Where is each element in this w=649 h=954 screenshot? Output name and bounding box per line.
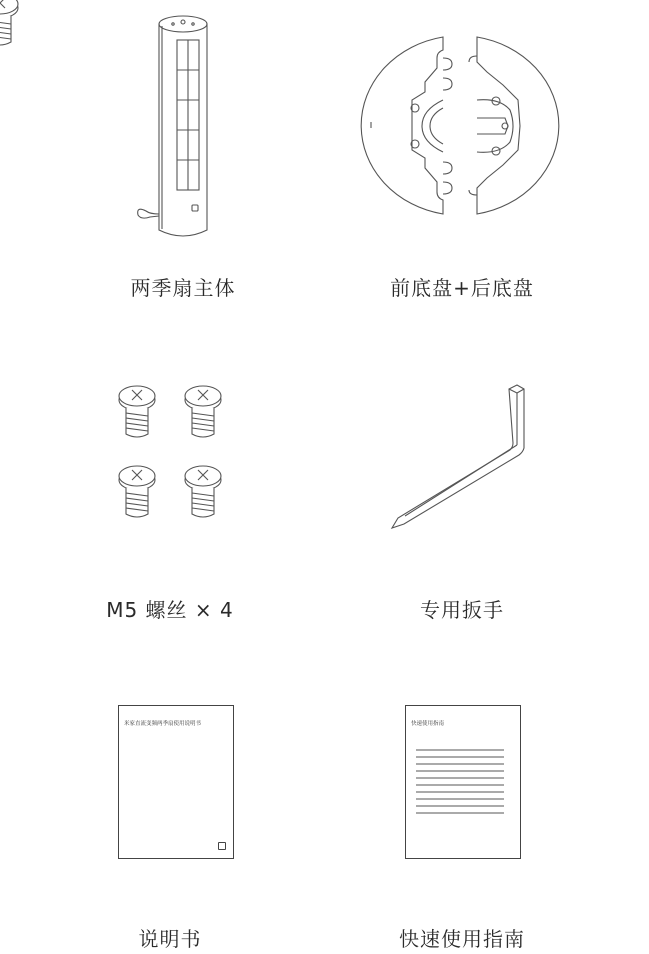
item-label-wrench: 专用扳手 [420, 598, 504, 622]
item-label-base: 前底盘+后底盘 [390, 276, 534, 300]
mi-logo-icon [218, 842, 226, 850]
item-label-manual: 说明书 [138, 927, 202, 951]
item-label-quick-guide: 快速使用指南 [399, 927, 525, 951]
item-label-tower-fan: 两季扇主体 [130, 276, 236, 300]
guide-cover-title: 快速使用指南 [411, 721, 445, 727]
manual-cover-title: 米家直流变频两季扇使用说明书 [124, 721, 202, 727]
manual-booklet-icon [118, 705, 234, 859]
quick-guide-icon [405, 705, 521, 859]
item-label-screws: M5 螺丝 × 4 [106, 598, 234, 622]
guide-text-lines [406, 706, 520, 858]
